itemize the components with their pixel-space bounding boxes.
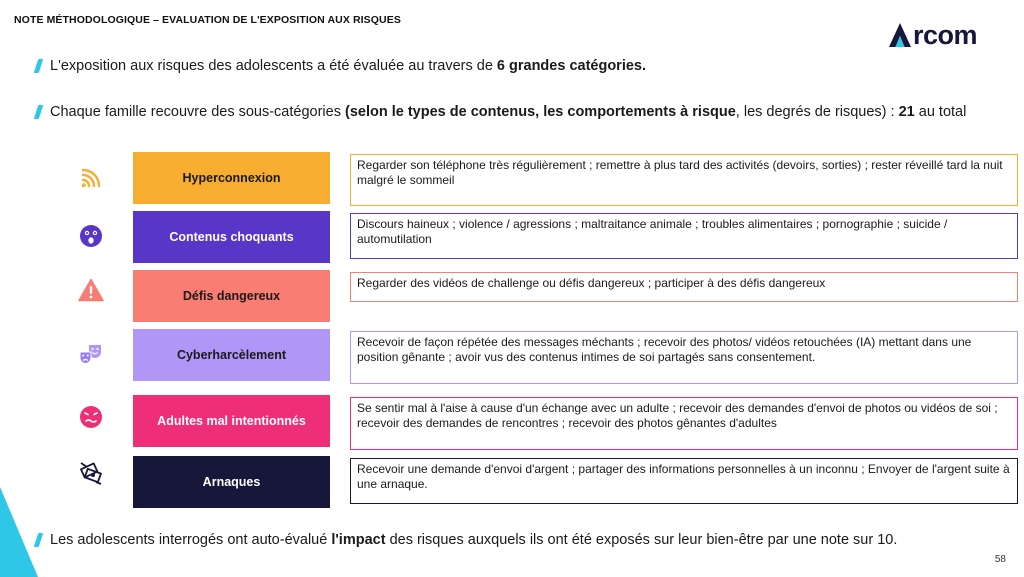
category-label-box: Cyberharcèlement <box>133 329 330 381</box>
bullet-text: au total <box>914 104 967 120</box>
arcom-logo-mark-icon <box>888 22 912 48</box>
bullet-text: Les adolescents interrogés ont auto-évalué <box>50 532 332 548</box>
bullet-marker-icon <box>34 59 44 73</box>
category-description: Se sentir mal à l'aise à cause d'un échange avec un adulte ; recevoir des demandes d'envoi de photos ou vidéos de soi ; recevoir des demandes de rencontres ; recevoir des photos gênantes d'adultes <box>350 397 1018 450</box>
intro-bullet-subcategories <box>50 104 1000 121</box>
shocked-face-icon <box>78 223 104 249</box>
scam-bills-icon <box>78 460 104 486</box>
category-description: Recevoir une demande d'envoi d'argent ; partager des informations personnelles à un inconnu ; Envoyer de l'argent suite à une arnaque. <box>350 458 1018 504</box>
bullet-emphasis: (selon le types de contenus, les comportements à risque <box>344 104 736 120</box>
warning-icon <box>78 277 104 303</box>
arcom-logo <box>888 20 977 50</box>
intro-bullet-categories <box>50 58 950 75</box>
bullet-marker-icon <box>34 105 44 119</box>
bullet-text: Chaque famille recouvre des sous-catégories <box>50 104 345 120</box>
page-number: 58 <box>994 554 1006 565</box>
category-label-box: Adultes mal intentionnés <box>133 395 330 447</box>
theater-masks-icon <box>78 341 104 367</box>
corner-decoration <box>0 467 40 577</box>
category-label-box: Défis dangereux <box>133 270 330 322</box>
bullet-text: L'exposition aux risques des adolescents a été évaluée au travers de <box>50 58 497 74</box>
wifi-signal-icon <box>78 165 104 191</box>
bullet-emphasis: l'impact <box>331 532 386 548</box>
bullet-text: des risques auxquels ils ont été exposés sur leur bien-être par une note sur 10. <box>385 532 898 548</box>
page-header-title: NOTE MÉTHODOLOGIQUE – EVALUATION DE L'EXPOSITION AUX RISQUES <box>14 14 401 26</box>
category-description: Recevoir de façon répétée des messages méchants ; recevoir des photos/ vidéos retouchées (IA) mettant dans une position gênante ; avoir vus des contenus intimes de soi partagés sans consentement. <box>350 331 1018 384</box>
worried-face-icon <box>78 404 104 430</box>
category-description: Regarder des vidéos de challenge ou défis dangereux ; participer à des défis dangereux <box>350 272 1018 302</box>
category-label-box: Contenus choquants <box>133 211 330 263</box>
bullet-text: , les degrés de risques) : <box>735 104 899 120</box>
bullet-emphasis: 21 <box>898 104 915 120</box>
category-description: Regarder son téléphone très régulièrement ; remettre à plus tard des activités (devoirs, sorties) ; rester réveillé tard la nuit malgré le sommeil <box>350 154 1018 206</box>
category-label-box: Arnaques <box>133 456 330 508</box>
bullet-emphasis: 6 grandes catégories. <box>496 58 647 74</box>
logo-wordmark: rcom <box>913 19 978 50</box>
category-label-box: Hyperconnexion <box>133 152 330 204</box>
conclusion-bullet-impact <box>50 532 980 549</box>
category-description: Discours haineux ; violence / agressions ; maltraitance animale ; troubles alimentaires ; pornographie ; suicide / automutilation <box>350 213 1018 259</box>
